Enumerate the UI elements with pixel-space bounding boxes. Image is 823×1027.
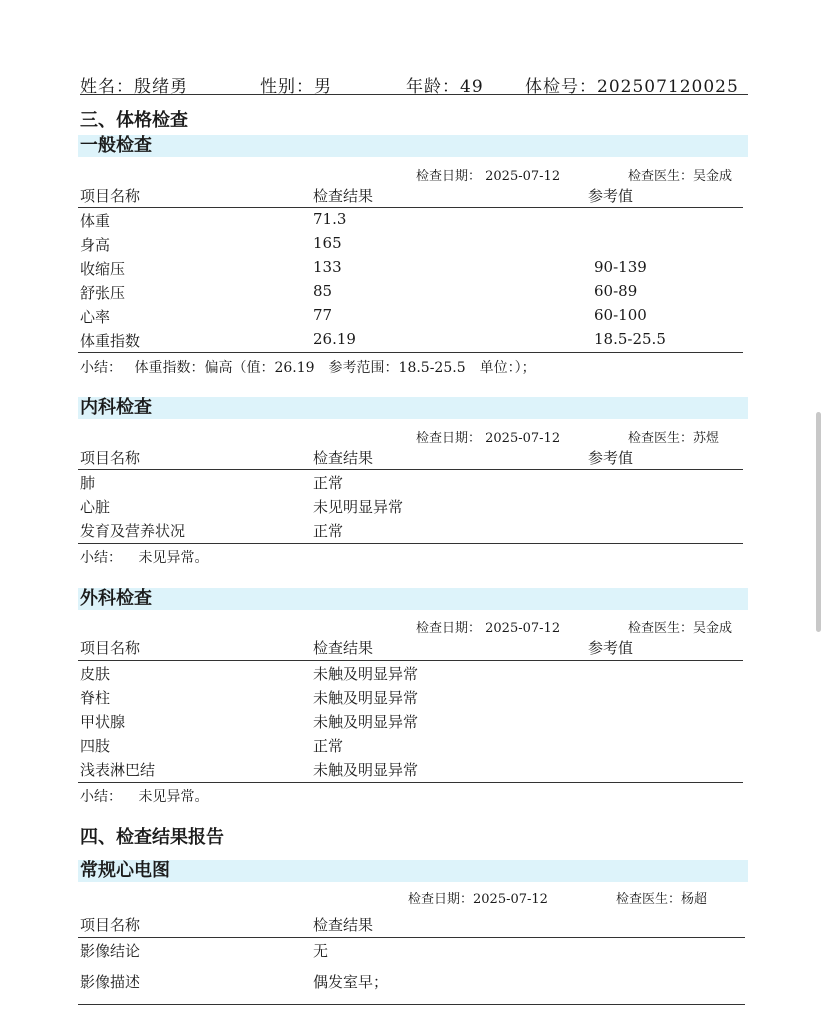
table-cell-item: 收缩压 (80, 260, 126, 278)
table-cell-result: 77 (313, 306, 333, 324)
surgical-exam-doctor: 检查医生：吴金成 (628, 621, 733, 636)
table-cell-item: 心率 (80, 308, 111, 326)
table-cell-item: 脊柱 (80, 689, 111, 707)
col-item-name: 项目名称 (80, 187, 141, 205)
col-item-name: 项目名称 (80, 639, 141, 657)
table-cell-result: 正常 (313, 474, 344, 492)
internal-exam-title: 内科检查 (78, 397, 748, 419)
general-exam-summary (80, 357, 536, 377)
divider (78, 660, 743, 661)
table-cell-reference: 18.5-25.5 (594, 330, 666, 348)
internal-exam-date: 检查日期： 2025-07-12 (416, 431, 561, 446)
table-cell-result: 165 (313, 234, 342, 252)
table-cell-result: 正常 (313, 522, 344, 540)
patient-name: 姓名：殷绪勇 (80, 77, 188, 97)
table-cell-item: 发育及营养状况 (80, 522, 186, 540)
table-cell-item: 身高 (80, 236, 111, 254)
col-reference: 参考值 (588, 639, 634, 657)
table-cell-item: 肺 (80, 474, 96, 492)
table-cell-result: 未触及明显异常 (313, 761, 419, 779)
table-cell-reference: 60-89 (594, 282, 638, 300)
table-cell-result: 71.3 (313, 210, 347, 228)
table-cell-item: 体重 (80, 212, 111, 230)
table-cell-result: 26.19 (313, 330, 356, 348)
table-cell-item: 浅表淋巴结 (80, 761, 156, 779)
exam-number: 体检号：202507120025 (525, 77, 739, 97)
table-cell-item: 四肢 (80, 737, 111, 755)
patient-header (80, 70, 748, 95)
patient-age: 年龄：49 (406, 77, 484, 97)
general-exam-doctor: 检查医生：吴金成 (628, 169, 733, 184)
summary-label: 小结： (80, 550, 122, 566)
table-cell-result: 偶发室早； (313, 973, 389, 991)
divider (78, 937, 745, 938)
table-cell-result: 正常 (313, 737, 344, 755)
table-cell-reference: 90-139 (594, 258, 647, 276)
ecg-date: 检查日期：2025-07-12 (408, 892, 548, 907)
col-result: 检查结果 (313, 916, 374, 934)
summary-label: 小结： (80, 360, 122, 376)
table-cell-reference: 60-100 (594, 306, 647, 324)
table-cell-result: 未触及明显异常 (313, 689, 419, 707)
internal-exam-doctor: 检查医生：苏煜 (628, 431, 720, 446)
ecg-doctor: 检查医生：杨超 (616, 892, 708, 907)
summary-label: 小结： (80, 789, 122, 805)
table-cell-result: 未触及明显异常 (313, 713, 419, 731)
divider (78, 782, 743, 783)
table-cell-result: 无 (313, 942, 329, 960)
summary-text: 未见异常。 (138, 789, 209, 805)
table-cell-item: 影像结论 (80, 942, 141, 960)
table-cell-result: 133 (313, 258, 342, 276)
general-exam-date: 检查日期： 2025-07-12 (416, 169, 561, 184)
divider (78, 352, 743, 353)
divider (78, 469, 743, 470)
table-cell-item: 皮肤 (80, 665, 111, 683)
ecg-title: 常规心电图 (78, 860, 748, 882)
col-item-name: 项目名称 (80, 916, 141, 934)
col-item-name: 项目名称 (80, 449, 141, 467)
table-cell-item: 甲状腺 (80, 713, 126, 731)
table-cell-item: 体重指数 (80, 332, 141, 350)
col-result: 检查结果 (313, 449, 374, 467)
col-result: 检查结果 (313, 639, 374, 657)
summary-text: 未见异常。 (138, 550, 209, 566)
surgical-exam-date: 检查日期： 2025-07-12 (416, 621, 561, 636)
summary-text: 体重指数：偏高（值：26.19 参考范围：18.5-25.5 单位：）； (134, 360, 536, 376)
general-exam-title: 一般检查 (78, 135, 748, 157)
divider (78, 207, 743, 208)
table-cell-result: 未见明显异常 (313, 498, 404, 516)
internal-exam-summary (80, 547, 208, 567)
table-cell-item: 影像描述 (80, 973, 141, 991)
col-reference: 参考值 (588, 449, 634, 467)
patient-gender: 性别：男 (260, 77, 332, 97)
surgical-exam-title: 外科检查 (78, 588, 748, 610)
section-physical-exam-title: 三、体格检查 (80, 110, 188, 131)
divider (78, 1004, 745, 1005)
table-cell-result: 85 (313, 282, 333, 300)
vertical-scrollbar[interactable] (816, 412, 821, 632)
col-result: 检查结果 (313, 187, 374, 205)
table-cell-item: 心脏 (80, 498, 111, 516)
col-reference: 参考值 (588, 187, 634, 205)
table-cell-item: 舒张压 (80, 284, 126, 302)
divider (78, 543, 743, 544)
table-cell-result: 未触及明显异常 (313, 665, 419, 683)
section-results-report-title: 四、检查结果报告 (80, 827, 224, 848)
surgical-exam-summary (80, 786, 208, 806)
